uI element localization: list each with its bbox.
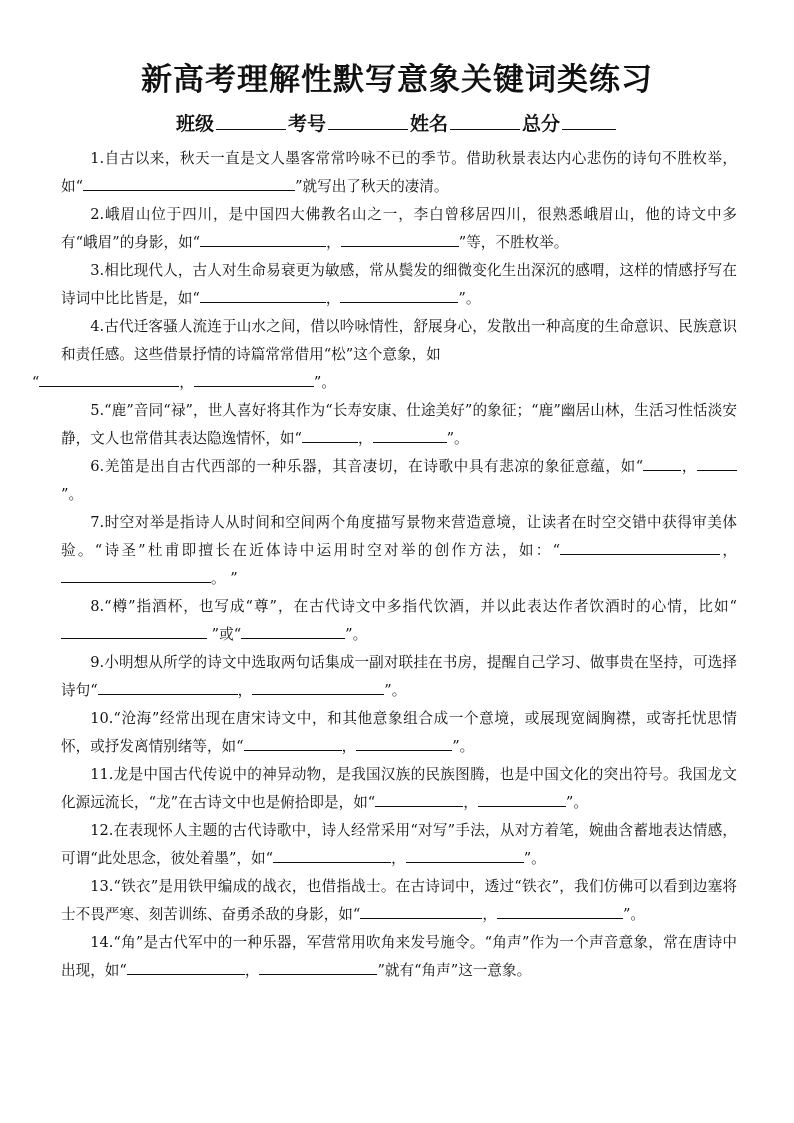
question-9 bbox=[61, 649, 737, 705]
comma: ， bbox=[237, 682, 253, 699]
name-blank[interactable] bbox=[450, 111, 520, 130]
comma: ， bbox=[244, 962, 260, 979]
answer-blank[interactable] bbox=[259, 958, 377, 975]
name-label: 姓名 bbox=[410, 113, 449, 135]
closing-punct: ”。 bbox=[61, 486, 84, 503]
comma: ， bbox=[325, 290, 341, 307]
answer-blank[interactable] bbox=[39, 370, 179, 387]
answer-blank[interactable] bbox=[341, 230, 459, 247]
answer-blank[interactable] bbox=[643, 454, 681, 471]
answer-blank[interactable] bbox=[61, 622, 207, 639]
answer-blank[interactable] bbox=[302, 426, 358, 443]
question-7-text: 7.时空对举是指诗人从时间和空间两个角度描写景物来营造意境，让读者在时空交错中获得审美体验。“诗圣”杜甫即擅长在近体诗中运用时空对举的创作方法，如：“ bbox=[61, 514, 737, 559]
comma: ， bbox=[341, 738, 357, 755]
question-3 bbox=[61, 257, 737, 313]
student-info-line bbox=[0, 111, 794, 137]
class-blank[interactable] bbox=[216, 111, 286, 130]
question-4 bbox=[31, 313, 737, 397]
closing-punct: ”。 bbox=[384, 682, 407, 699]
question-13-text: 13.“铁衣”是用铁甲编成的战衣，也借指战士。在古诗词中，透过“铁衣”，我们仿佛可以看到边塞将士不畏严寒、刻苦训练、奋勇杀敌的身影，如“ bbox=[61, 878, 737, 923]
comma: ， bbox=[463, 794, 478, 811]
question-13 bbox=[61, 873, 737, 929]
closing-punct: ”。 bbox=[446, 430, 469, 447]
answer-blank[interactable] bbox=[200, 286, 326, 303]
question-1 bbox=[61, 145, 737, 201]
closing-punct: ”。 bbox=[458, 290, 481, 307]
open-quote: “ bbox=[31, 374, 40, 391]
score-label: 总分 bbox=[522, 113, 561, 135]
answer-blank[interactable] bbox=[194, 370, 314, 387]
answer-blank[interactable] bbox=[356, 734, 452, 751]
question-10 bbox=[61, 705, 737, 761]
closing-punct: ”。 bbox=[622, 906, 646, 923]
comma: ， bbox=[179, 374, 194, 391]
closing-punct: 。 ” bbox=[211, 570, 238, 587]
comma: ， bbox=[391, 850, 406, 867]
question-14-tail: ”就有“角声”这一意象。 bbox=[377, 962, 532, 979]
exam-no-blank[interactable] bbox=[328, 111, 408, 130]
question-6-text: 6.羌笛是出自古代西部的一种乐器，其音凄切，在诗歌中具有悲凉的象征意蕴，如“ bbox=[90, 458, 644, 475]
question-3-text: 3.相比现代人，古人对生命易衰更为敏感，常从鬓发的细微变化生出深沉的感喟，这样的情感抒写在诗词中比比皆是，如“ bbox=[61, 262, 737, 307]
question-list bbox=[31, 145, 737, 985]
question-5-text: 5.“鹿”音同“禄”，世人喜好将其作为“长寿安康、仕途美好”的象征；“鹿”幽居山林，生活习性恬淡安静，文人也常借其表达隐逸情怀，如“ bbox=[61, 402, 737, 447]
question-7 bbox=[61, 509, 737, 593]
closing-punct: ”。 bbox=[565, 794, 588, 811]
question-1-tail: ”就写出了秋天的凄清。 bbox=[295, 178, 449, 195]
answer-blank[interactable] bbox=[497, 902, 623, 919]
or-connector: ”或“ bbox=[207, 626, 242, 643]
question-11-text: 11.龙是中国古代传说中的神异动物，是我国汉族的民族图腾，也是中国文化的突出符号。我国龙文化源远流长，“龙”在古诗文中也是俯拾即是，如“ bbox=[61, 766, 737, 811]
answer-blank[interactable] bbox=[98, 678, 238, 695]
answer-blank[interactable] bbox=[373, 426, 447, 443]
question-6 bbox=[61, 453, 737, 509]
exam-no-label: 考号 bbox=[287, 113, 326, 135]
question-2-text: 2.峨眉山位于四川，是中国四大佛教名山之一，李白曾移居四川，很熟悉峨眉山，他的诗文中多有“峨眉”的身影，如“ bbox=[61, 206, 737, 251]
answer-blank[interactable] bbox=[340, 286, 458, 303]
comma: ， bbox=[357, 430, 373, 447]
answer-blank[interactable] bbox=[252, 678, 384, 695]
question-12 bbox=[61, 817, 737, 873]
closing-punct: ”。 bbox=[345, 626, 368, 643]
question-8-text: 8.“樽”指酒杯，也写成“尊”，在古代诗文中多指代饮酒，并以此表达作者饮酒时的心情，比如“ bbox=[90, 598, 737, 615]
answer-blank[interactable] bbox=[200, 230, 326, 247]
answer-blank[interactable] bbox=[241, 622, 345, 639]
question-2 bbox=[61, 201, 737, 257]
question-8 bbox=[61, 593, 737, 649]
question-11 bbox=[61, 761, 737, 817]
score-blank[interactable] bbox=[562, 111, 616, 130]
answer-blank[interactable] bbox=[273, 846, 391, 863]
question-10-text: 10.“沧海”经常出现在唐宋诗文中，和其他意象组合成一个意境，或展现宽阔胸襟，或寄托忧思情怀，或抒发离情别绪等，如“ bbox=[61, 710, 737, 755]
page-title: 新高考理解性默写意象关键词类练习 bbox=[141, 62, 653, 98]
answer-blank[interactable] bbox=[478, 790, 566, 807]
question-2-tail: ”等，不胜枚举。 bbox=[458, 234, 569, 251]
comma: ， bbox=[326, 234, 341, 251]
question-4-text: 4.古代迁客骚人流连于山水之间，借以吟咏情性，舒展身心，发散出一种高度的生命意识、民族意识和责任感。这些借景抒情的诗篇常常借用“松”这个意象，如 bbox=[61, 318, 737, 363]
answer-blank[interactable] bbox=[406, 846, 524, 863]
question-14 bbox=[61, 929, 737, 985]
answer-blank[interactable] bbox=[560, 538, 720, 555]
answer-blank[interactable] bbox=[244, 734, 342, 751]
class-label: 班级 bbox=[175, 113, 214, 135]
question-1-text: 1.自古以来，秋天一直是文人墨客常常吟咏不已的季节。借助秋景表达内心悲伤的诗句不胜枚举，如“ bbox=[61, 150, 737, 195]
answer-blank[interactable] bbox=[61, 566, 211, 583]
answer-blank[interactable] bbox=[375, 790, 463, 807]
answer-blank[interactable] bbox=[83, 174, 295, 191]
answer-blank[interactable] bbox=[127, 958, 245, 975]
closing-punct: ”。 bbox=[452, 738, 475, 755]
closing-punct: ”。 bbox=[313, 374, 336, 391]
question-14-text: 14.“角”是古代军中的一种乐器，军营常用吹角来发号施令。“角声”作为一个声音意象，常在唐诗中出现，如“ bbox=[61, 934, 737, 979]
answer-blank[interactable] bbox=[697, 454, 737, 471]
closing-punct: ”。 bbox=[523, 850, 546, 867]
comma: ， bbox=[681, 458, 697, 475]
answer-blank[interactable] bbox=[360, 902, 482, 919]
question-12-text: 12.在表现怀人主题的古代诗歌中，诗人经常采用“对写”手法，从对方着笔，婉曲含蓄地表达情感，可谓“此处思念，彼处着墨”，如“ bbox=[61, 822, 737, 867]
comma: ， bbox=[482, 906, 497, 923]
question-5 bbox=[61, 397, 737, 453]
question-9-text: 9.小明想从所学的诗文中选取两句话集成一副对联挂在书房，提醒自己学习、做事贵在坚持，可选择诗句“ bbox=[61, 654, 737, 699]
comma: ， bbox=[720, 542, 737, 559]
